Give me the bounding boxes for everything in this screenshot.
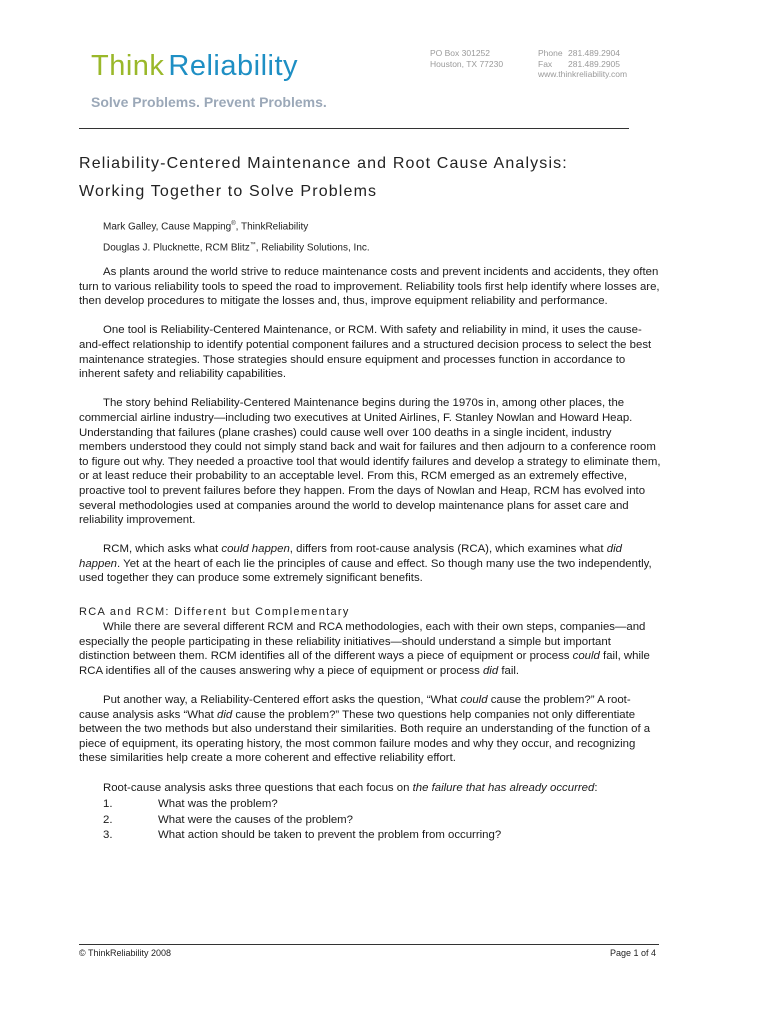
list-item-number: 1. bbox=[103, 798, 113, 811]
title-line-1: Reliability-Centered Maintenance and Root Cause Analysis: bbox=[79, 155, 568, 172]
contact-address bbox=[430, 48, 503, 69]
fax-label: Fax bbox=[538, 58, 553, 69]
p4-c: , differs from root-cause analysis (RCA), which examines what bbox=[289, 543, 607, 556]
author-1 bbox=[103, 215, 370, 236]
author-1-org: , ThinkReliability bbox=[235, 221, 309, 233]
list-item-number: 3. bbox=[103, 829, 113, 842]
list-item bbox=[79, 813, 661, 829]
phone-row bbox=[538, 48, 627, 59]
logo-reliability: Reliability bbox=[168, 50, 299, 82]
trademark-mark: ™ bbox=[249, 242, 256, 249]
paragraph-2: One tool is Reliability-Centered Maintenance, or RCM. With safety and reliability in mind, it uses the cause-and-effect relationship to identify potential component failures and a structured decision process to select the best maintenance strategies. Those strategies should ensure equipment and processes function in accordance to inherent safety and reliability capabilities. bbox=[79, 324, 652, 381]
header-rule bbox=[79, 128, 629, 129]
footer-copyright: © ThinkReliability 2008 bbox=[79, 948, 172, 958]
address-line-2: Houston, TX 77230 bbox=[430, 58, 504, 69]
list-item-number: 2. bbox=[103, 813, 113, 826]
footer-page-number: Page 1 of 4 bbox=[609, 948, 656, 958]
paragraph-6 bbox=[79, 693, 661, 766]
author-2-org: , Reliability Solutions, Inc. bbox=[255, 242, 370, 254]
phone-label: Phone bbox=[538, 48, 563, 58]
list-item-text: What was the problem? bbox=[158, 798, 278, 811]
p6-e: cause the problem?” These two questions help companies not only differentiate between the two methods but also understand their similarities. Both require an understanding of the function of a piece of equipment, its operating history, the most common failure modes and why they occur, and recognizing these similarities help create a more coherent and effective reliability effort. bbox=[79, 708, 651, 765]
p7-a: Root-cause analysis asks three questions that each focus on bbox=[103, 781, 413, 794]
section-heading: RCA and RCM: Different but Complementary bbox=[79, 606, 350, 619]
p4-b: could happen bbox=[221, 543, 290, 556]
p4-d: did happen bbox=[79, 543, 622, 570]
p6-c: cause the problem?” A root-cause analysis asks “What bbox=[79, 694, 631, 721]
tagline: Solve Problems. Prevent Problems. bbox=[91, 94, 327, 110]
document-title bbox=[79, 150, 699, 206]
paragraph-1: As plants around the world strive to reduce maintenance costs and prevent incidents and accidents, they often turn to various reliability tools to speed the road to improvement. Reliability tools first help identify where losses are, then develop procedures to mitigate the losses and, thus, improve equipment reliability and performance. bbox=[79, 266, 660, 308]
paragraph-7 bbox=[79, 781, 661, 796]
phone-value: 281.489.2904 bbox=[568, 48, 620, 58]
article-body bbox=[79, 265, 661, 844]
fax-row bbox=[538, 59, 627, 70]
list-item bbox=[79, 828, 661, 844]
list-item bbox=[79, 797, 661, 813]
website-link[interactable]: www.thinkreliability.com bbox=[538, 69, 628, 79]
paragraph-4 bbox=[79, 542, 661, 586]
p5-e: fail. bbox=[498, 664, 520, 677]
p6-b: could bbox=[460, 694, 488, 707]
fax-value: 281.489.2905 bbox=[568, 58, 620, 69]
p4-e: . Yet at the heart of each lie the principles of cause and effect. So though many use the two independently, used together they can produce some extremely significant benefits. bbox=[79, 557, 652, 585]
p5-a: While there are several different RCM and RCA methodologies, each with their own steps, companies—and especially the people participating in these reliability initiatives—should understand a simple but important distinction between them. RCM identifies all of the different ways a piece of equipment or process bbox=[79, 621, 646, 663]
p7-b: the failure that has already occurred bbox=[412, 781, 595, 794]
footer-rule bbox=[79, 944, 659, 945]
author-2 bbox=[103, 236, 370, 257]
logo bbox=[91, 52, 298, 81]
paragraph-5 bbox=[79, 620, 661, 678]
title-line-2: Working Together to Solve Problems bbox=[79, 183, 378, 200]
list-item-text: What action should be taken to prevent the problem from occurring? bbox=[158, 829, 502, 842]
contact-phone-fax bbox=[538, 48, 627, 80]
p6-a: Put another way, a Reliability-Centered effort asks the question, “What bbox=[103, 694, 461, 707]
authors bbox=[103, 215, 370, 258]
p6-d: did bbox=[217, 708, 233, 721]
p4-a: RCM, which asks what bbox=[103, 543, 222, 556]
author-1-name: Mark Galley, Cause Mapping bbox=[103, 221, 232, 233]
paragraph-3: The story behind Reliability-Centered Maintenance begins during the 1970s in, among other places, the commercial airline industry—including two executives at United Airlines, F. Stanley Nowlan and Howard Heap. Understanding that failures (plane crashes) could cause well over 100 deaths in a single incident, industry members understood they could not simply stand back and wait for failures and then adjourn to a conference room to figure out why. They needed a proactive tool that would identify failures and develop a strategy to eliminate them, or at least reduce their probability to an acceptable level. From this, RCM emerged as an extremely effective, proactive tool to prevent failures before they happen. From the days of Nowlan and Heap, RCM has evolved into several methodologies used at companies around the world to develop maintenance plans for asset care and reliability improvement. bbox=[79, 397, 661, 527]
p5-c: fail, while RCA identifies all of the causes answering why a piece of equipment or process bbox=[79, 650, 650, 677]
logo-think: Think bbox=[91, 50, 165, 82]
questions-list bbox=[79, 797, 661, 844]
p5-d: did bbox=[482, 664, 499, 677]
list-item-text: What were the causes of the problem? bbox=[158, 813, 354, 826]
p5-b: could bbox=[572, 650, 600, 663]
address-line-1: PO Box 301252 bbox=[430, 48, 491, 58]
p7-c: : bbox=[594, 781, 598, 794]
author-2-name: Douglas J. Plucknette, RCM Blitz bbox=[103, 242, 250, 254]
registered-mark: ® bbox=[231, 221, 236, 227]
